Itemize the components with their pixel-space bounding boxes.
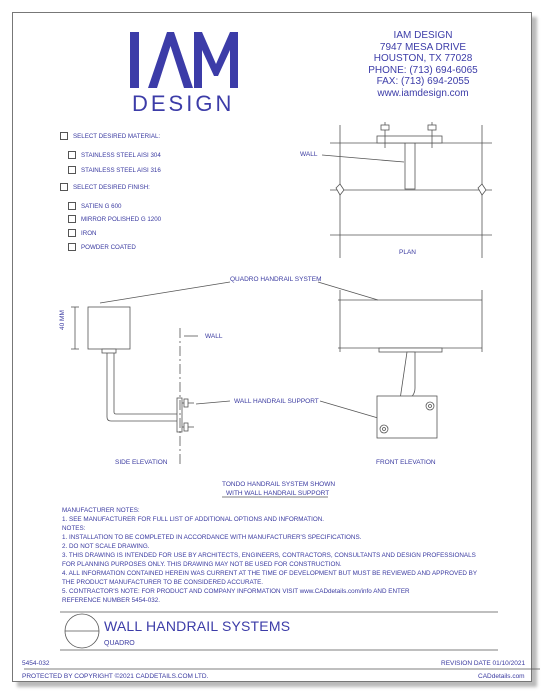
front-elevation-label: FRONT ELEVATION bbox=[376, 459, 436, 466]
finish-label: IRON bbox=[81, 229, 97, 237]
plan-label: PLAN bbox=[399, 249, 416, 256]
wall-handrail-support-label: WALL HANDRAIL SUPPORT bbox=[234, 398, 319, 405]
material-label: STAINLESS STEEL AISI 304 bbox=[81, 151, 161, 159]
wall-label-plan: WALL bbox=[300, 151, 318, 158]
finish-header-label: SELECT DESIRED FINISH: bbox=[73, 183, 150, 191]
note-line: 4. ALL INFORMATION CONTAINED HEREIN WAS CURRENT AT THE TIME OF DEVELOPMENT BUT MUST BE REVIEWED AND APPROVED BY bbox=[62, 570, 478, 577]
material-header-label: SELECT DESIRED MATERIAL: bbox=[73, 132, 161, 140]
company-website[interactable]: www.iamdesign.com bbox=[377, 87, 469, 99]
caddetails-brand[interactable]: CADdetails.com bbox=[478, 673, 525, 680]
note-line: THE PRODUCT MANUFACTURER TO BE CONSIDERED ACCURATE. bbox=[62, 579, 264, 586]
logo-subtext: DESIGN bbox=[132, 91, 235, 116]
copyright-notice: PROTECTED BY COPYRIGHT ©2021 CADDETAILS.COM LTD. bbox=[22, 673, 209, 680]
quadro-system-label: QUADRO HANDRAIL SYSTEM bbox=[230, 276, 322, 283]
note-line: 5. CONTRACTOR'S NOTE: FOR PRODUCT AND COMPANY INFORMATION VISIT www.CADdetails.com/info AND ENTER bbox=[62, 588, 410, 595]
notes-block bbox=[62, 506, 502, 605]
note-line: REFERENCE NUMBER 5454-032. bbox=[62, 597, 160, 604]
side-elevation-label: SIDE ELEVATION bbox=[115, 459, 168, 466]
drawing-number: 5454-032 bbox=[22, 660, 50, 667]
finish-label: SATIEN G 600 bbox=[81, 202, 122, 210]
dimension-label: 40 MM bbox=[59, 310, 66, 330]
company-street: 7947 MESA DRIVE bbox=[379, 41, 467, 53]
company-name: IAM DESIGN bbox=[393, 30, 453, 41]
finish-label: POWDER COATED bbox=[81, 243, 136, 251]
company-fax: FAX: (713) 694-2055 bbox=[376, 76, 470, 87]
drawing-subtitle: QUADRO bbox=[104, 640, 135, 647]
material-label: STAINLESS STEEL AISI 316 bbox=[81, 166, 161, 174]
wall-label-side: WALL bbox=[205, 333, 223, 340]
note-line: 3. THIS DRAWING IS INTENDED FOR USE BY ARCHITECTS, ENGINEERS, CONTRACTORS, CONSULTANTS AND DESIGN PROFESSIONALS bbox=[62, 552, 476, 559]
caption-line-2: WITH WALL HANDRAIL SUPPORT bbox=[226, 490, 330, 497]
caption-line-1: TONDO HANDRAIL SYSTEM SHOWN bbox=[222, 481, 336, 488]
note-line: FOR PLANNING PURPOSES ONLY. THIS DRAWING MAY NOT BE USED FOR CONSTRUCTION. bbox=[62, 561, 342, 568]
finish-label: MIRROR POLISHED G 1200 bbox=[81, 215, 162, 223]
drawing-title: WALL HANDRAIL SYSTEMS bbox=[104, 618, 291, 634]
note-line: MANUFACTURER NOTES: bbox=[62, 507, 140, 514]
company-phone: PHONE: (713) 694-6065 bbox=[368, 64, 478, 76]
note-line: 1. INSTALLATION TO BE COMPLETED IN ACCORDANCE WITH MANUFACTURER'S SPECIFICATIONS. bbox=[62, 534, 362, 541]
company-city: HOUSTON, TX 77028 bbox=[373, 53, 473, 64]
note-line: 1. SEE MANUFACTURER FOR FULL LIST OF ADDITIONAL OPTIONS AND INFORMATION. bbox=[62, 516, 325, 523]
note-line: NOTES: bbox=[62, 525, 86, 532]
note-line: 2. DO NOT SCALE DRAWING. bbox=[62, 543, 150, 550]
revision-date: REVISION DATE 01/10/2021 bbox=[441, 660, 526, 667]
